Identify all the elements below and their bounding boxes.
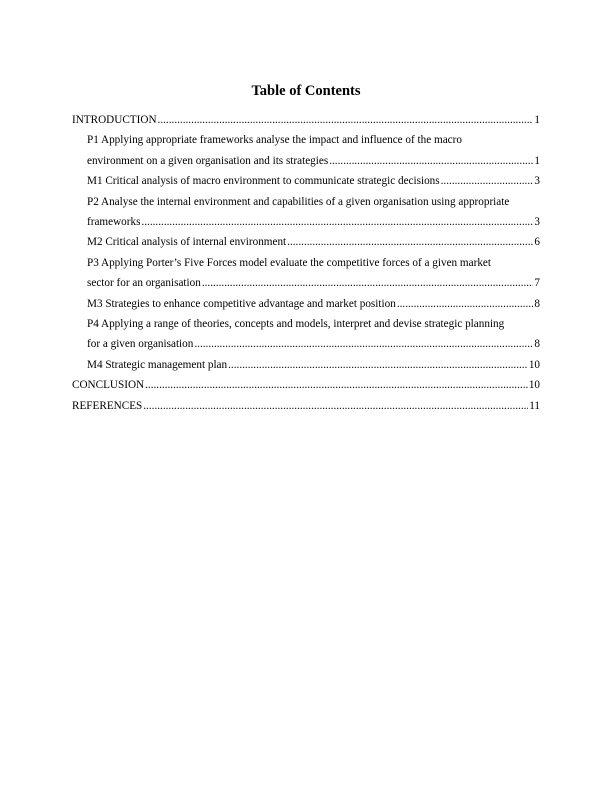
toc-entry-line [72,110,540,130]
toc-page-number: 8 [534,297,540,310]
toc-entry-p3[interactable] [72,253,540,294]
dot-leader [228,355,528,375]
toc-entry-text: M1 Critical analysis of macro environment to communicate strategic decisions [87,175,440,188]
toc-entry-line [72,375,540,395]
toc-entry-line [87,273,540,293]
toc-entry-line [87,294,540,314]
toc-entry-text: INTRODUCTION [72,114,157,126]
toc-page-number: 11 [529,399,540,412]
toc-entry-m3[interactable] [72,294,540,314]
toc-entry-text: for a given organisation [87,338,194,351]
toc-page-number: 3 [534,216,540,229]
toc-page-number: 8 [534,338,540,351]
toc-entry-line [72,396,540,416]
toc-entry-line [87,334,540,354]
toc-page-number: 6 [534,236,540,249]
toc-entry-line [87,212,540,232]
toc-entry-line [87,355,540,375]
toc-entry-text: M4 Strategic management plan [87,358,228,371]
dot-leader [202,273,534,293]
toc-entry-text: REFERENCES [72,399,143,412]
toc-page-number: 1 [534,154,540,167]
dot-leader [141,212,533,232]
toc-entry-text-lead: P4 Applying a range of theories, concepts and models, interpret and devise strategic planning [87,318,505,331]
toc-entry-m4[interactable] [72,355,540,375]
toc-title: Table of Contents [251,83,361,99]
toc-entry-p1[interactable] [72,130,540,171]
toc-entry-text: sector for an organisation [87,277,201,290]
toc-page-number: 7 [534,277,540,290]
toc-entry-p4[interactable] [72,314,540,355]
toc-entry-text: CONCLUSION [72,379,145,392]
dot-leader [158,110,534,130]
toc-entry-introduction[interactable] [72,110,540,130]
toc-entry-text: M3 Strategies to enhance competitive advantage and market position [87,297,396,310]
toc-page-number: 10 [528,358,540,371]
dot-leader [397,294,534,314]
dot-leader [194,334,533,354]
toc-entry-line [87,171,540,191]
dot-leader [143,396,528,416]
toc-entry-text-lead: P2 Analyse the internal environment and capabilities of a given organisation using appropriate [87,195,510,208]
table-of-contents [72,110,540,416]
toc-entry-text: frameworks [87,216,141,229]
toc-page-number: 1 [534,114,540,126]
toc-entry-text: environment on a given organisation and its strategies [87,154,329,167]
toc-entry-line [87,151,540,171]
toc-entry-text-lead: P1 Applying appropriate frameworks analyse the impact and influence of the macro [87,134,462,147]
dot-leader [145,375,528,395]
toc-entry-line [87,232,540,252]
toc-entry-p2[interactable] [72,192,540,233]
toc-entry-references[interactable] [72,396,540,416]
toc-page-number: 3 [534,175,540,188]
toc-entry-text: M2 Critical analysis of internal environment [87,236,287,249]
dot-leader [329,151,533,171]
toc-entry-text-lead: P3 Applying Porter’s Five Forces model evaluate the competitive forces of a given market [87,256,491,269]
toc-entry-m1[interactable] [72,171,540,191]
toc-entry-conclusion[interactable] [72,375,540,395]
dot-leader [287,232,533,252]
toc-entry-m2[interactable] [72,232,540,252]
toc-page-number: 10 [528,379,540,392]
dot-leader [441,171,534,191]
